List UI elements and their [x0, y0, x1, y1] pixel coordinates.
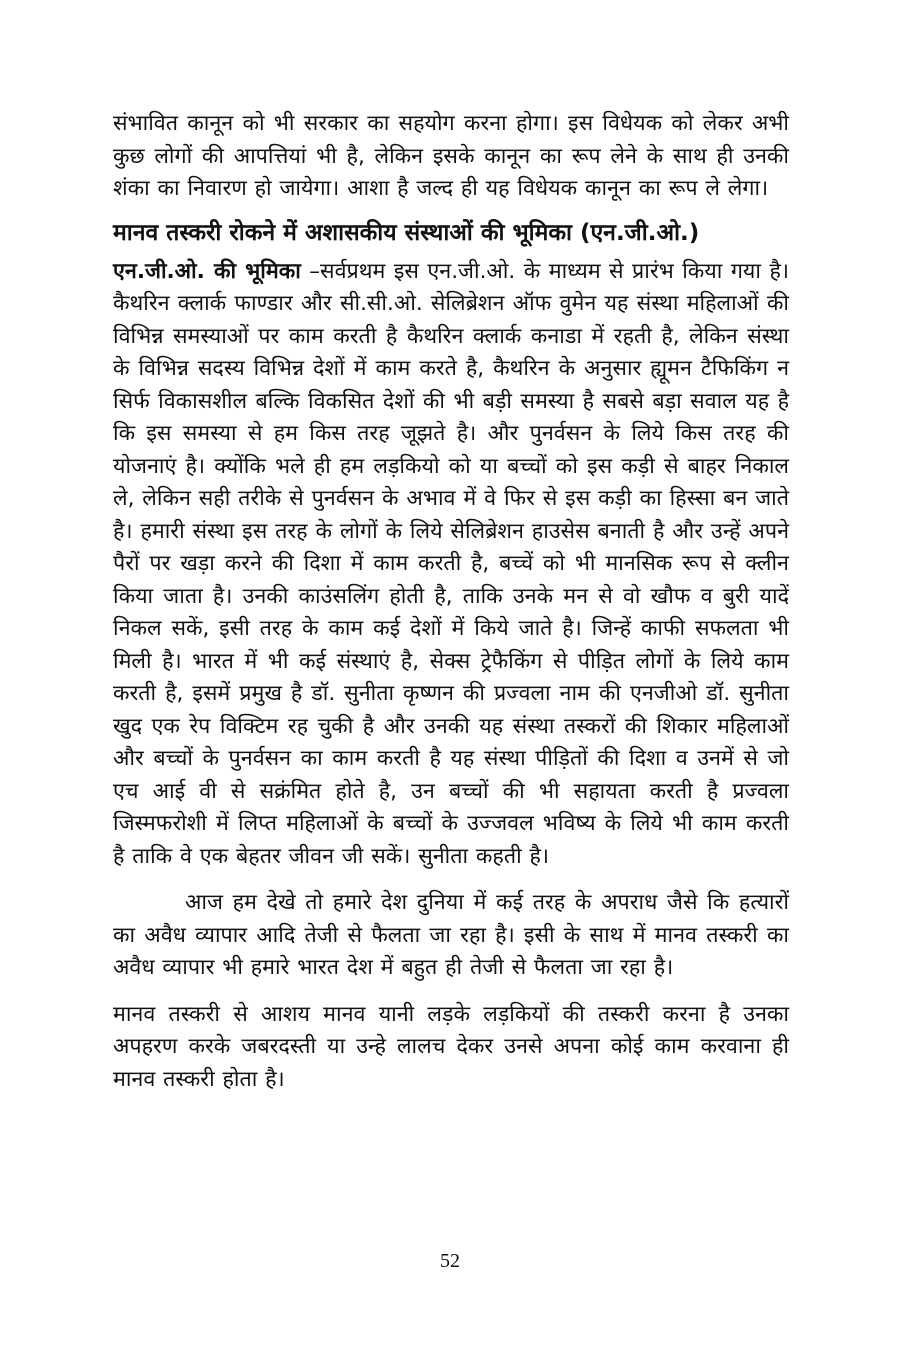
page-number: 52 [440, 1250, 460, 1272]
paragraph-crime-spread: आज हम देखे तो हमारे देश दुनिया में कई तरह के अपराध जैसे कि हत्यारों का अवैध व्यापार आदि तेजी से फैलता जा रहा है। इसी के साथ में मानव तस्करी का अवैध व्यापार भी हमारे भारत देश में बहुत ही तेजी से फैलता जा रहा है। [113, 890, 789, 980]
paragraph-ngo-role-text: –सर्वप्रथम इस एन.जी.ओ. के माध्यम से प्रारंभ किया गया है। कैथरिन क्लार्क फाण्डार और सी.सी.ओ. सेलिब्रेशन ऑफ वुमेन यह संस्था महिलाओं की विभिन्न समस्याओं पर काम करती है कैथरिन क्लार्क कनाडा में रहती है, लेकिन संस्था के विभिन्न सदस्य विभिन्न देशों में काम करते है, कैथरिन के अनुसार ह्यूमन टैफिकिंग न सिर्फ विकासशील बल्कि विकसित देशों की भी बड़ी समस्या है सबसे बड़ा सवाल यह है कि इस समस्या से हम किस तरह जूझते है। और पुनर्वसन के लिये किस तरह की योजनाएं है। क्योंकि भले ही हम लड़कियो को या बच्चों को इस कड़ी से बाहर निकाल ले, लेकिन सही तरीके से पुनर्वसन के अभाव में वे फिर से इस कड़ी का हिस्सा बन जाते है। हमारी संस्था इस तरह के लोगों के लिये सेलिब्रेशन हाउसेस बनाती है और उन्हें अपने पैरों पर खड़ा करने की दिशा में काम करती है, बच्चें को भी मानसिक रूप से क्लीन किया जाता है। उनकी काउंसलिंग होती है, ताकि उनके मन से वो खौफ व बुरी यादें निकल सकें, इसी तरह के काम कई देशों में किये जाते है। जिन्हें काफी सफलता भी मिली है। भारत में भी कई संस्थाएं है, सेक्स ट्रेफैकिंग से पीड़ित लोगों के लिये काम करती है, इसमें प्रमुख है डॉ. सुनीता कृष्णन की प्रज्वला नाम की एनजीओ डॉ. सुनीता खुद एक रेप विक्टिम रह चुकी है और उनकी यह संस्था तस्करों की शिकार महिलाओं और बच्चों के पुनर्वसन का काम करती है यह संस्था पीड़ितों की दिशा व उनमें से जो एच आई वी से सक्रंमित होते है, उन बच्चों की भी सहायता करती है प्रज्वला जिस्मफरोशी में लिप्त महिलाओं के बच्चों के उज्जवल भविष्य के लिये भी काम करती है ताकि वे एक बेहतर जीवन जी सकें। सुनीता कहती है। [113, 258, 790, 869]
paragraph-trafficking-definition: मानव तस्करी से आशय मानव यानी लड़के लड़कियों की तस्करी करना है उनका अपहरण करके जबरदस्ती या उन्हे लालच देकर उनसे अपना कोई काम करवाना ही मानव तस्करी होता है। [113, 1001, 789, 1092]
section-heading: मानव तस्करी रोकने में अशासकीय संस्थाओं की भूमिका (एन.जी.ओ.) [113, 219, 700, 246]
paragraph-law-continuation: संभावित कानून को भी सरकार का सहयोग करना होगा। इस विधेयक को लेकर अभी कुछ लोगों की आपत्तियां भी है, लेकिन इसके कानून का रूप लेने के साथ ही उनकी शंका का निवारण हो जायेगा। आशा है जल्द ही यह विधेयक कानून का रूप ले लेगा। [113, 111, 789, 201]
paragraph-ngo-role [113, 256, 789, 874]
page-body [113, 108, 789, 1096]
paragraph-lead-term: एन.जी.ओ. की भूमिका [113, 258, 301, 284]
